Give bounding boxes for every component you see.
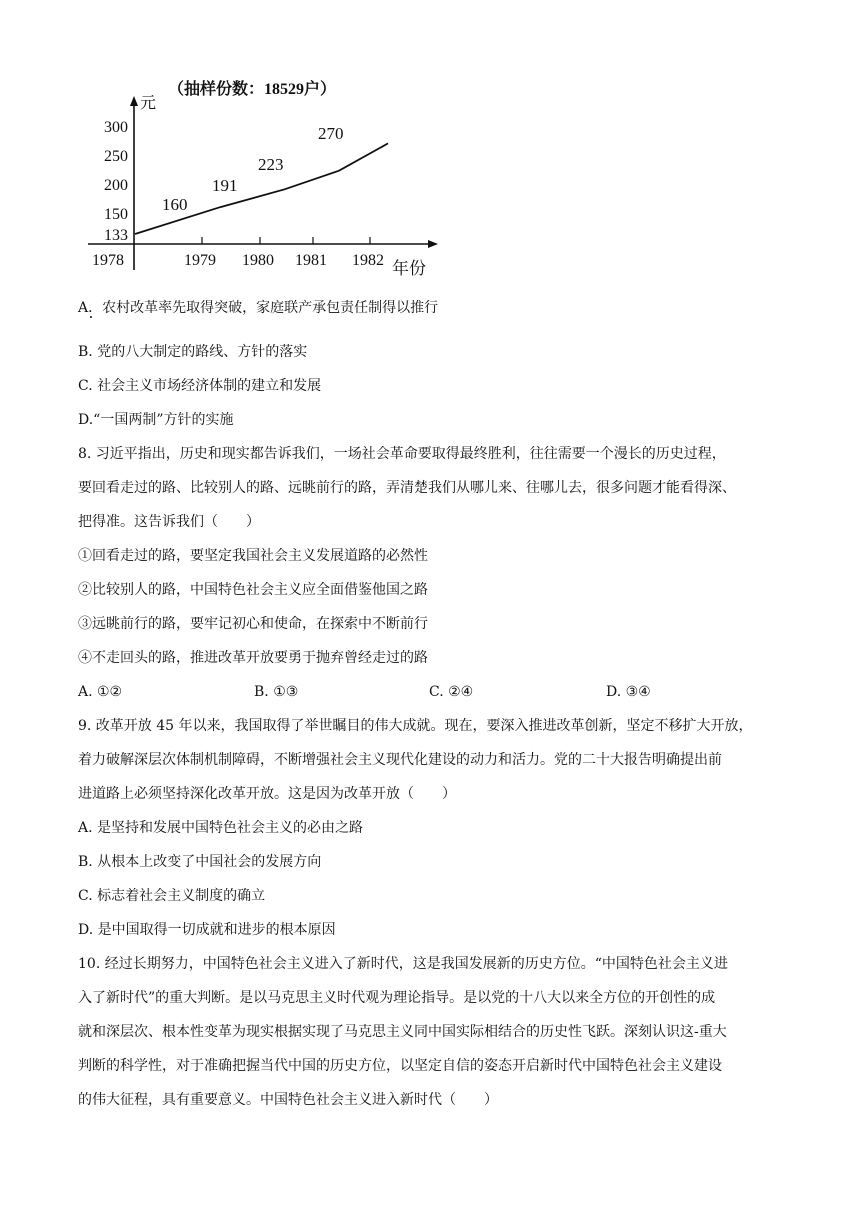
q7-option-c: C. 社会主义市场经济体制的建立和发展 — [78, 378, 322, 394]
q9-stem-line-1: 9. 改革开放 45 年以来，我国取得了举世瞩目的伟大成就。现在，要深入推进改革创新，坚定不移扩大开放， — [78, 718, 753, 734]
emphasis-dot — [90, 316, 92, 318]
q8-item-3: ③远眺前行的路，要牢记初心和使命，在探索中不断前行 — [78, 616, 428, 632]
q10-stem-line-2: 入了新时代”的重大判断。是以马克思主义时代观为理论指导。是以党的十八大以来全方位的开创性的成 — [78, 990, 716, 1006]
q7-option-a: A．农村改革率先取得突破，家庭联产承包责任制得以推行 — [78, 300, 439, 316]
q9-stem-line-2: 着力破解深层次体制机制障碍，不断增强社会主义现代化建设的动力和活力。党的二十大报告明确提出前 — [78, 752, 722, 768]
q9-option-a: A. 是坚持和发展中国特色社会主义的必由之路 — [78, 820, 364, 836]
q9-option-b: B. 从根本上改变了中国社会的发展方向 — [78, 854, 322, 870]
q10-stem-line-1: 10. 经过长期努力，中国特色社会主义进入了新时代，这是我国发展新的历史方位。“中国特色社会主义进 — [78, 956, 728, 972]
y-axis-arrow — [130, 96, 138, 106]
q8-stem-line-1: 8. 习近平指出，历史和现实都告诉我们，一场社会革命要取得最终胜利，往往需要一个漫长的历史过程， — [78, 446, 726, 462]
q8-option-c: C. ②④ — [429, 684, 474, 700]
y-tick-label: 200 — [104, 177, 128, 194]
q7-option-d: D.“一国两制”方针的实施 — [78, 412, 234, 428]
y-tick-label: 250 — [104, 148, 128, 165]
data-label: 191 — [212, 176, 238, 195]
q8-item-2: ②比较别人的路，中国特色社会主义应全面借鉴他国之路 — [78, 582, 428, 598]
q8-option-d: D. ③④ — [606, 684, 651, 700]
q8-item-1: ①回看走过的路，要坚定我国社会主义发展道路的必然性 — [78, 548, 428, 564]
y-tick-label: 133 — [104, 227, 128, 244]
q7-option-b: B. 党的八大制定的路线、方针的落实 — [78, 344, 308, 360]
q10-stem-line-3: 就和深层次、根本性变革为现实根据实现了马克思主义同中国实际相结合的历史性飞跃。深刻认识这-重大 — [78, 1024, 727, 1040]
x-axis-label: 年份 — [392, 259, 426, 278]
q9-stem-line-3: 进道路上必须坚持深化改革开放。这是因为改革开放（ ） — [78, 786, 456, 802]
q10-stem-line-4: 判断的科学性，对于准确把握当代中国的历史方位，以坚定自信的姿态开启新时代中国特色社会主义建设 — [78, 1058, 722, 1074]
x-tick-label: 1981 — [295, 252, 327, 269]
x-tick-label: 1978 — [92, 252, 124, 269]
q8-option-a: A. ①② — [78, 684, 123, 700]
chart-title: （抽样份数：18529户） — [168, 81, 337, 98]
y-axis-label: 元 — [140, 95, 157, 112]
data-label: 160 — [162, 195, 188, 214]
y-tick-label: 150 — [104, 206, 128, 223]
q9-option-d: D. 是中国取得一切成就和进步的根本原因 — [78, 922, 336, 938]
q8-option-b: B. ①③ — [254, 684, 299, 700]
x-axis-arrow — [428, 240, 438, 248]
data-label: 223 — [258, 155, 284, 174]
q8-stem-line-3: 把得准。这告诉我们（ ） — [78, 514, 260, 530]
income-line-chart — [80, 72, 450, 280]
q10-stem-line-5: 的伟大征程，具有重要意义。中国特色社会主义进入新时代（ ） — [78, 1092, 498, 1108]
q9-option-c: C. 标志着社会主义制度的确立 — [78, 888, 266, 904]
data-label: 270 — [318, 124, 344, 143]
x-tick-label: 1980 — [242, 252, 274, 269]
q8-item-4: ④不走回头的路，推进改革开放要勇于抛弃曾经走过的路 — [78, 650, 428, 666]
x-tick-label: 1982 — [352, 252, 384, 269]
y-tick-label: 300 — [104, 119, 128, 136]
q8-options — [78, 682, 778, 702]
x-tick-label: 1979 — [184, 252, 216, 269]
q8-stem-line-2: 要回看走过的路、比较别人的路、远眺前行的路，弄清楚我们从哪儿来、往哪儿去，很多问题才能看得深、 — [78, 480, 736, 496]
